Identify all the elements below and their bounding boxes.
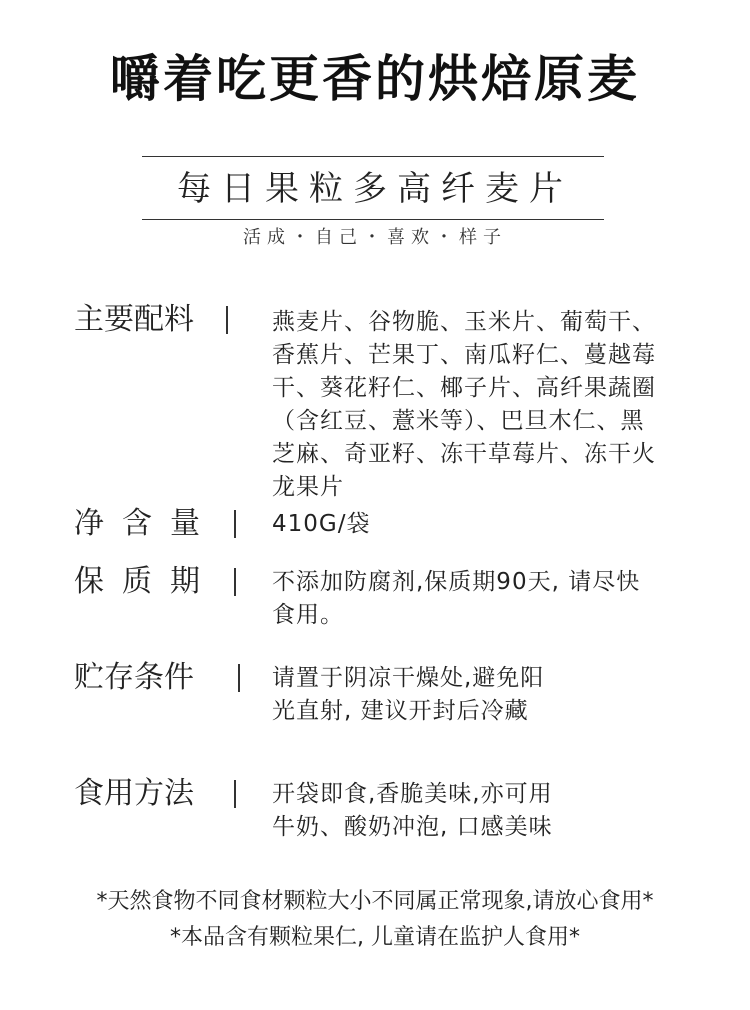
spec-value-line: 410G/袋 xyxy=(272,511,371,537)
spec-divider xyxy=(238,664,240,692)
footnote-child-warning: *本品含有颗粒果仁, 儿童请在监护人食用* xyxy=(170,925,580,950)
top-divider-line xyxy=(142,156,604,157)
spec-label: 贮存条件 xyxy=(74,660,194,695)
spec-value-line: 芝麻、奇亚籽、冻干草莓片、冻干火 xyxy=(272,441,656,467)
spec-value xyxy=(272,566,640,632)
spec-value xyxy=(272,306,656,504)
footnote-natural-variation: *天然食物不同食材颗粒大小不同属正常现象,请放心食用* xyxy=(96,889,654,914)
spec-value-line: 龙果片 xyxy=(272,474,344,500)
bottom-divider-line xyxy=(142,219,604,220)
spec-label: 净含量 xyxy=(74,506,218,541)
spec-value xyxy=(272,778,553,844)
headline: 嚼着吃更香的烘焙原麦 xyxy=(110,50,640,108)
spec-value xyxy=(272,662,544,728)
spec-label: 保质期 xyxy=(74,564,218,599)
spec-label: 主要配料 xyxy=(74,302,194,337)
spec-divider xyxy=(234,568,236,596)
spec-value xyxy=(272,508,370,541)
spec-value-line: 开袋即食,香脆美味,亦可用 xyxy=(272,781,553,807)
spec-value-line: 光直射, 建议开封后冷藏 xyxy=(272,698,529,724)
spec-value-line: 干、葵花籽仁、椰子片、高纤果蔬圈 xyxy=(272,375,656,401)
spec-divider xyxy=(234,780,236,808)
spec-value-line: 请置于阴凉干燥处,避免阳 xyxy=(272,665,545,691)
slogan: 活成・自己・喜欢・样子 xyxy=(243,227,507,248)
spec-label: 食用方法 xyxy=(74,776,194,811)
spec-value-line: 食用。 xyxy=(272,602,344,628)
spec-value-line: 不添加防腐剂,保质期90天, 请尽快 xyxy=(272,569,641,595)
product-name: 每日果粒多高纤麦片 xyxy=(177,169,573,209)
spec-value-line: （含红豆、薏米等）、巴旦木仁、黑 xyxy=(272,408,645,434)
spec-value-line: 香蕉片、芒果丁、南瓜籽仁、蔓越莓 xyxy=(272,342,656,368)
spec-value-line: 牛奶、酸奶冲泡, 口感美味 xyxy=(272,814,553,840)
spec-divider xyxy=(234,510,236,538)
spec-divider xyxy=(226,306,228,334)
spec-value-line: 燕麦片、谷物脆、玉米片、葡萄干、 xyxy=(272,309,656,335)
